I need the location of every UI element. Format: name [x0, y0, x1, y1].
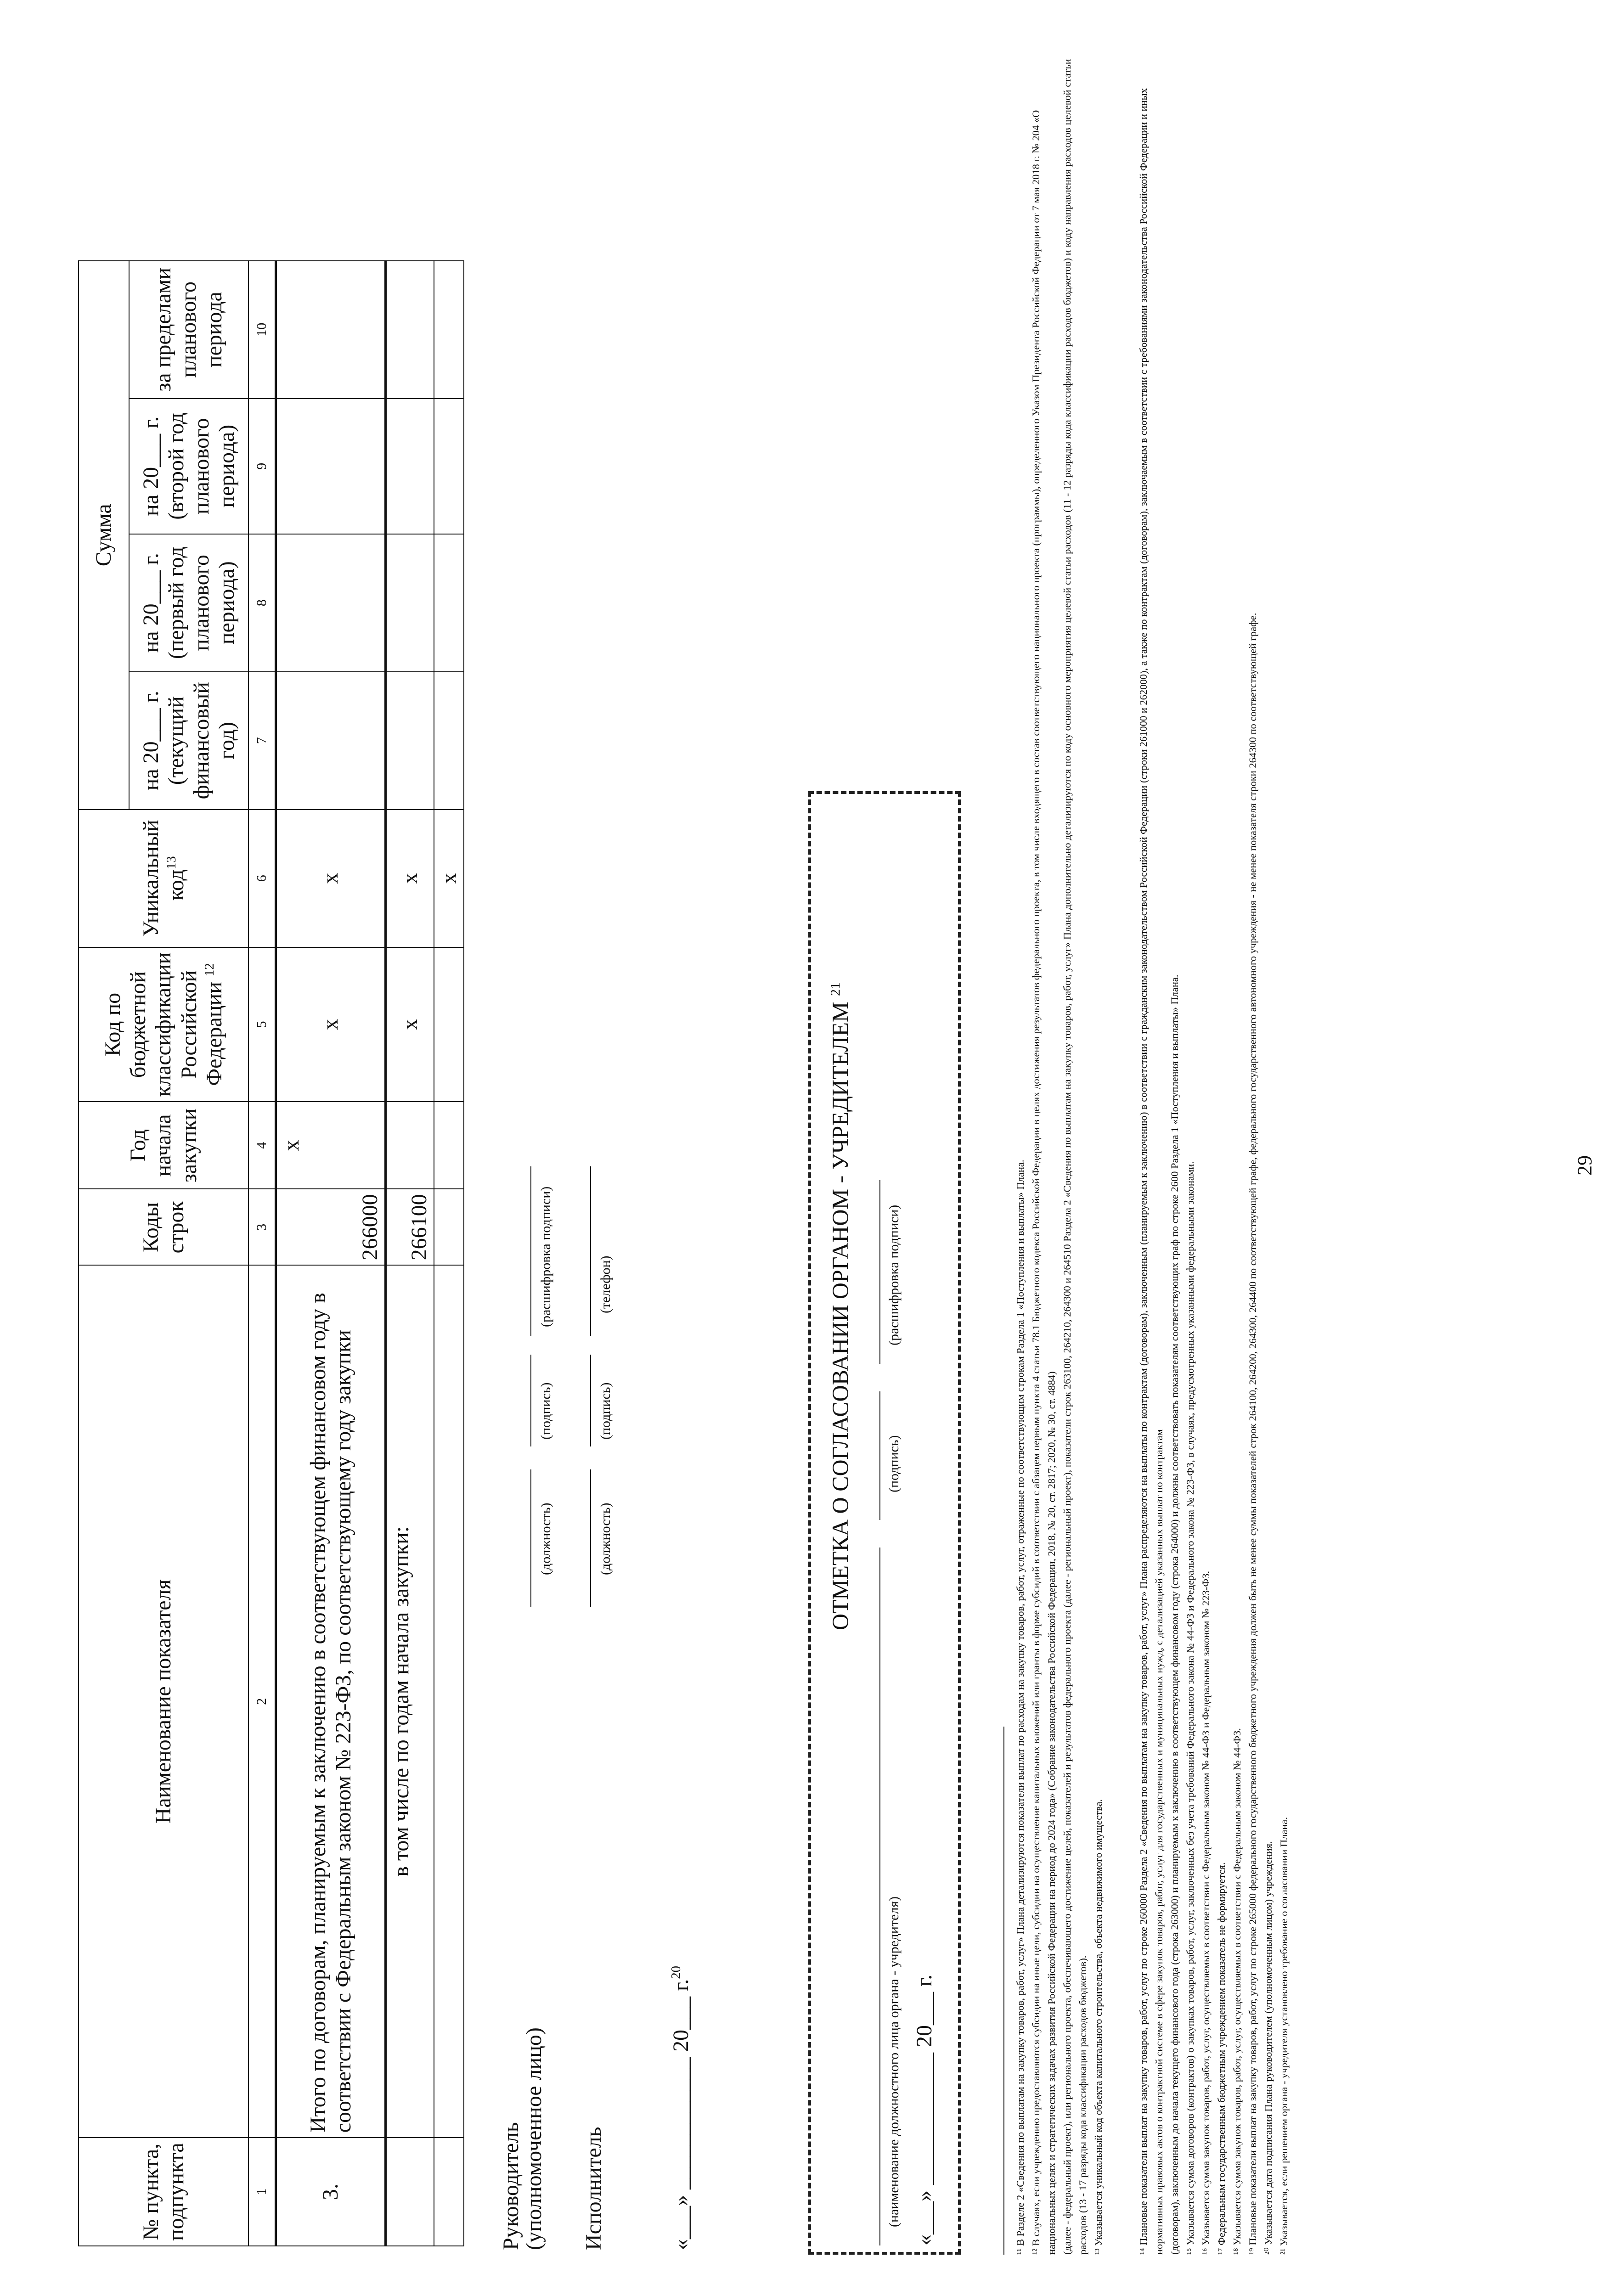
header-kbk-text: Код по бюджетной классификации Российской Федерации [101, 952, 226, 1097]
footnote-21: ²¹ Указывается, если решением органа - учредителя установлено требование о согласовании Плана. [1278, 1817, 1290, 2255]
head-label: Руководитель [499, 2122, 523, 2250]
footnotes [1013, 51, 1292, 2255]
row4-sum-7 [386, 672, 434, 810]
approval-sign-line [879, 1391, 880, 1520]
footnote-16: ¹⁶ Указывается сумма закупок товаров, работ, услуг, осуществляемых в соответствии с Федеральным законом № 44-ФЗ и Федеральным законом № 223-ФЗ. [1200, 1570, 1212, 2255]
head-position-caption: (должность) [538, 1503, 553, 1575]
head-position-line [530, 1469, 531, 1607]
header-kbk-sup: 12 [202, 963, 217, 977]
row4-uniq: х [386, 810, 434, 947]
row3-sum-8 [276, 534, 386, 672]
row3-name: Итого по договорам, планируемым к заключению в соответствующем финансовом году в соответствии с Федеральным законом № 223-ФЗ, по соответствующему году закупки [276, 1265, 386, 2138]
header-num: № пункта, подпункта [79, 2138, 248, 2246]
header-sum: Сумма [79, 261, 129, 810]
head-decode-caption: (расшифровка подписи) [538, 1186, 553, 1327]
row3-kbk: х [276, 947, 386, 1102]
row3-uniq: х [276, 810, 386, 947]
table-row-5 [434, 261, 464, 2246]
colnum-7: 7 [248, 672, 276, 810]
sign-date [668, 1966, 693, 2250]
approval-official-caption: (наименование должностного лица органа - учредителя) [886, 1896, 902, 2227]
row3-sum-9 [276, 399, 386, 534]
header-kbk [79, 947, 248, 1102]
sign-date-sup: 20 [669, 1965, 683, 1979]
exec-sign-line [590, 1355, 591, 1446]
footnote-17: ¹⁷ Федеральным государственным бюджетным учреждением показатель не формируется. [1216, 1862, 1227, 2255]
header-year: Год начала закупки [79, 1102, 248, 1189]
header-name: Наименование показателя [79, 1265, 248, 2138]
header-uniq-text: Уникальный код [138, 820, 188, 937]
colnum-10: 10 [248, 261, 276, 399]
approval-decode-line [879, 1180, 880, 1364]
exec-position-caption: (должность) [598, 1503, 613, 1575]
row5-num [434, 2138, 464, 2246]
exec-phone-line [590, 1166, 591, 1336]
row5-uniq: х [434, 810, 464, 947]
header-beyond-plan: за пределами планового периода [129, 261, 248, 399]
head-decode-line [530, 1166, 531, 1336]
row4-sum-9 [386, 399, 434, 534]
footnote-12-cont: (далее - федеральный проект), или регионального проекта, обеспечивающего достижение целей, показателей и результатов федерального проекта (далее - региональный проект), показатели строк 263100, 264210, 264300 и 264510 Раздела 2 «Сведения по выплатам на закупку товаров, работ, услуг» Плана дополнительно детализируются по коду основного мероприятия целевой статьи расходов (11 - 12 разряды кода классификации расходов бюджетов) и коду направления расходов целевой статьи расходов (13 - 17 разряды кода классификации расходов бюджетов). [1061, 59, 1088, 2255]
footnote-separator [1003, 1727, 1004, 2255]
footnote-20: ²⁰ Указывается дата подписания Плана руководителем (уполномоченным лицом) учреждения. [1262, 1841, 1274, 2255]
row3-num: 3. [276, 2138, 386, 2246]
exec-position-line [590, 1469, 591, 1607]
colnum-9: 9 [248, 399, 276, 534]
row3-code: 266000 [276, 1189, 386, 1265]
row5-sum-10 [434, 261, 464, 399]
footnote-13: ¹³ Указывается уникальный код объекта капитального строительства, объекта недвижимого имущества. [1093, 1799, 1104, 2255]
table-row-3 [276, 261, 386, 2246]
row5-sum-9 [434, 399, 464, 534]
column-numbers-row [248, 261, 276, 2246]
row3-year: х [276, 1102, 386, 1189]
row4-kbk: х [386, 947, 434, 1102]
header-codes: Коды строк [79, 1189, 248, 1265]
table-header-row-1 [79, 261, 129, 2246]
footnote-19: ¹⁹ Плановые показатели выплат на закупку товаров, работ, услуг по строке 265000 федерального государственного бюджетного учреждения должен быть не менее суммы показателей строк 264100, 264200, 264300, 264400 по соответствующей графе, федерального государственного автономного учреждения - не менее показателя строки 264300 по соответствующей графе. [1247, 613, 1258, 2255]
row4-name: в том числе по годам начала закупки: [386, 1265, 434, 2138]
row4-code: 266100 [386, 1189, 434, 1265]
colnum-2: 2 [248, 1265, 276, 2138]
approval-official-line [879, 1548, 880, 2245]
row3-sum-7 [276, 672, 386, 810]
header-first-plan-year: на 20___ г. (первый год планового периода) [129, 534, 248, 672]
row4-sum-8 [386, 534, 434, 672]
sign-date-text: «___» ____________ 20___ г. [669, 1979, 693, 2250]
head-sign-caption: (подпись) [538, 1382, 553, 1440]
approval-sign-caption: (подпись) [886, 1435, 902, 1492]
approval-title-sup: 21 [828, 982, 843, 996]
page-number: 29 [1573, 1155, 1596, 1176]
exec-phone-caption: (телефон) [598, 1255, 613, 1313]
colnum-6: 6 [248, 810, 276, 947]
table-row-4 [386, 261, 434, 2246]
approval-title [827, 982, 853, 1630]
row4-year [386, 1102, 434, 1189]
approval-decode-caption: (расшифровка подписи) [886, 1204, 902, 1345]
colnum-5: 5 [248, 947, 276, 1102]
footnote-14-cont: (договорам), заключенным до начала текущего финансового года (строка 263000) и планируемым к заключению в соответствующем финансовом году (строка 264000) и должны соответствовать показателям соответствующих граф по строке 2600 Раздела 1 «Поступления и выплаты» Плана. [1169, 974, 1180, 2255]
row3-sum-10 [276, 261, 386, 399]
row4-num [386, 2138, 434, 2246]
approval-date: «___» ____________ 20___ г. [912, 1974, 936, 2245]
head-label-sub: (уполномоченное лицо) [522, 2027, 546, 2250]
header-uniq-sup: 13 [164, 856, 179, 870]
footnote-11: ¹¹ В Разделе 2 «Сведения по выплатам на закупку товаров, работ, услуг» Плана детализируются показатели выплат по расходам на закупку товаров, работ, услуг, отраженные по соответствующим строкам Раздела 1 «Поступления и выплаты» Плана. [1014, 1159, 1026, 2255]
row5-kbk [434, 947, 464, 1102]
approval-title-text: ОТМЕТКА О СОГЛАСОВАНИИ ОРГАНОМ - УЧРЕДИТЕЛЕМ [827, 1002, 853, 1630]
footnote-15: ¹⁵ Указывается сумма договоров (контрактов) о закупках товаров, работ, услуг, заключенных без учета требований Федерального закона № 44-ФЗ и Федерального закона № 223-ФЗ, в случаях, предусмотренных указанными федеральными законами. [1184, 1161, 1196, 2255]
payments-table [78, 260, 464, 2246]
row5-code [434, 1189, 464, 1265]
executor-label: Исполнитель [581, 2127, 606, 2250]
footnote-18: ¹⁸ Указывается сумма закупок товаров, работ, услуг, осуществляемых в соответствии с Федеральным законом № 44-ФЗ. [1231, 1728, 1243, 2255]
header-current-year: на 20___ г. (текущий финансовый год) [129, 672, 248, 810]
footnote-12: ¹² В случаях, если учреждению предоставляются субсидии на иные цели, субсидии на осуществление капитальных вложений или гранты в форме субсидий в соответствии с абзацем первым пункта 4 статьи 78.1 Бюджетного кодекса Российской Федерации в целях достижения результатов федерального проекта, в том числе входящего в состав соответствующего национального проекта (программы), определенного Указом Президента Российской Федерации от 7 мая 2018 г. № 204 «О национальных целях и стратегических задачах развития Российской Федерации на период до 2024 года» (Собрание законодательства Российской Федерации, 2018, № 20, ст. 2817; 2020, № 30, ст. 4884) [1030, 110, 1057, 2255]
colnum-3: 3 [248, 1189, 276, 1265]
row4-sum-10 [386, 261, 434, 399]
header-uniq [79, 810, 248, 947]
head-sign-line [530, 1355, 531, 1446]
footnote-gap [1106, 51, 1136, 2255]
footnote-14: ¹⁴ Плановые показатели выплат на закупку товаров, работ, услуг по строке 260000 Раздела 2 «Сведения по выплатам на закупку товаров, работ, услуг» Плана распределяются на выплаты по контрактам (договорам), заключенным (планируемым к заключению) в соответствии с гражданским законодательством Российской Федерации (строки 261000 и 262000), а также по контрактам (договорам), заключаемым в соответствии с требованиями законодательства Российской Федерации и иных нормативных правовых актов о контрактной системе в сфере закупок товаров, работ, услуг для государственных и муниципальных нужд, с детализацией указанных выплат по контрактам [1138, 88, 1165, 2255]
colnum-4: 4 [248, 1102, 276, 1189]
colnum-8: 8 [248, 534, 276, 672]
row5-year [434, 1102, 464, 1189]
row5-sum-8 [434, 534, 464, 672]
exec-sign-caption: (подпись) [598, 1382, 613, 1440]
row5-sum-7 [434, 672, 464, 810]
row5-name [434, 1265, 464, 2138]
colnum-1: 1 [248, 2138, 276, 2246]
header-second-plan-year: на 20___ г. (второй год планового периода) [129, 399, 248, 534]
